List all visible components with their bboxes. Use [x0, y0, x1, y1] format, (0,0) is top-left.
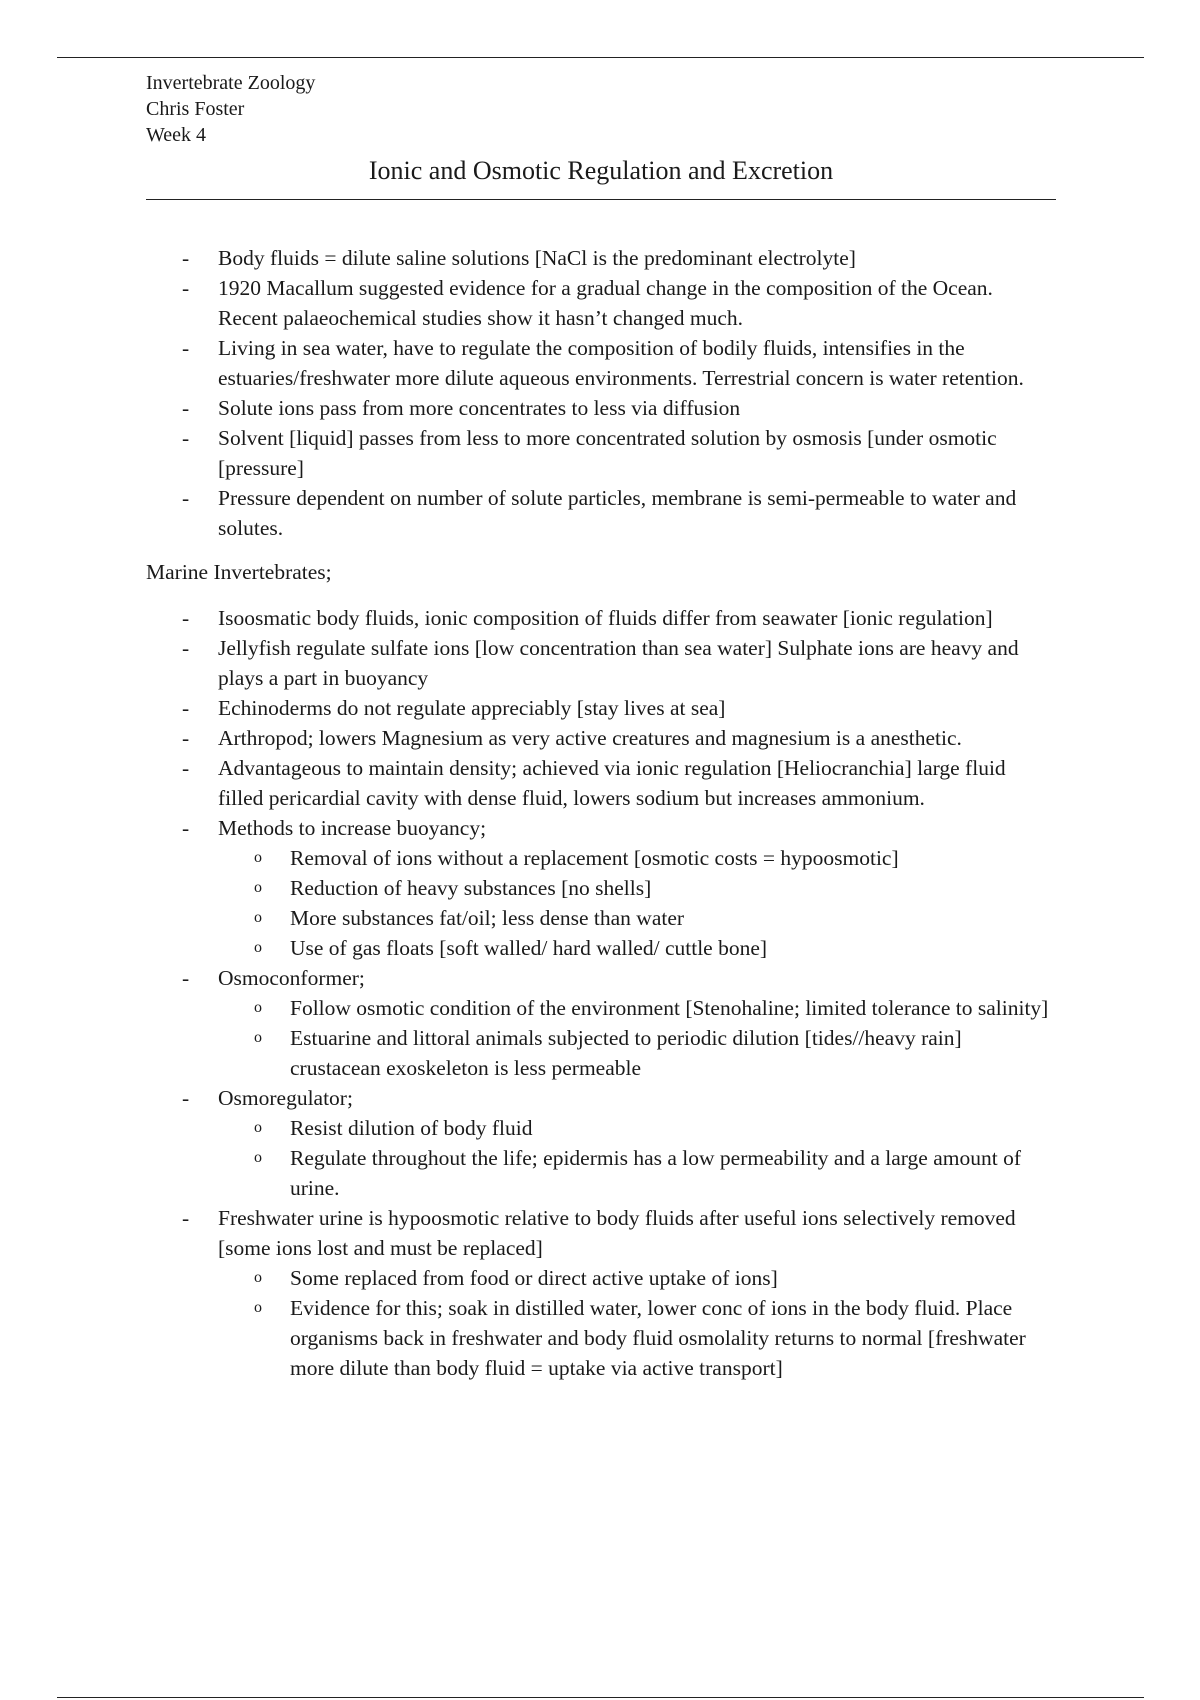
list-item: - Jellyfish regulate sulfate ions [low concentration than sea water] Sulphate ions are heavy and plays a part in buoyancy — [146, 633, 1056, 693]
circle-marker: o — [254, 1299, 262, 1316]
list-item: - Osmoregulator; o Resist dilution of body fluid o Regulate throughout the life; epidermis has a low permeability and a large amount of urine. — [146, 1083, 1056, 1203]
sub-list-item: o Some replaced from food or direct active uptake of ions] — [218, 1263, 1056, 1293]
dash-marker: - — [182, 426, 190, 450]
sub-list-item: o Estuarine and littoral animals subjected to periodic dilution [tides//heavy rain] crustacean exoskeleton is less permeable — [218, 1023, 1056, 1083]
dash-marker: - — [182, 726, 190, 750]
sub-list-item: o Evidence for this; soak in distilled water, lower conc of ions in the body fluid. Place organisms back in freshwater and body fluid osmolality returns to normal [freshwater more dilute than body fluid = uptake via active transport] — [218, 1293, 1056, 1383]
sub-list — [218, 993, 1056, 1083]
sub-list — [218, 1263, 1056, 1383]
list-item: - Echinoderms do not regulate appreciably [stay lives at sea] — [146, 693, 1056, 723]
sub-list — [218, 1113, 1056, 1203]
circle-marker: o — [254, 879, 262, 896]
dash-marker: - — [182, 486, 190, 510]
list-item: - 1920 Macallum suggested evidence for a gradual change in the composition of the Ocean. Recent palaeochemical studies show it hasn’t changed much. — [146, 273, 1056, 333]
dash-marker: - — [182, 396, 190, 420]
circle-marker: o — [254, 1269, 262, 1286]
dash-marker: - — [182, 966, 190, 990]
circle-marker: o — [254, 999, 262, 1016]
circle-marker: o — [254, 1119, 262, 1136]
dash-marker: - — [182, 606, 190, 630]
sub-list-item: o Follow osmotic condition of the environment [Stenohaline; limited tolerance to salinity] — [218, 993, 1056, 1023]
list-item: - Freshwater urine is hypoosmotic relative to body fluids after useful ions selectively removed [some ions lost and must be replaced] o Some replaced from food or direct active uptake of ions] o Evidence for this; soak in distilled water, lower conc of ions in the body fluid. Place organisms back in freshwater and body fluid osmolality returns to normal [freshwater more dilute than body fluid = uptake via active transport] — [146, 1203, 1056, 1383]
title-rule — [146, 199, 1056, 200]
section-heading: Marine Invertebrates; — [146, 560, 332, 584]
dash-marker: - — [182, 696, 190, 720]
dash-marker: - — [182, 636, 190, 660]
author-name: Chris Foster — [146, 98, 245, 120]
circle-marker: o — [254, 1149, 262, 1166]
week-label: Week 4 — [146, 124, 207, 146]
marine-list — [146, 603, 1056, 1383]
sub-list-item: o Reduction of heavy substances [no shells] — [218, 873, 1056, 903]
circle-marker: o — [254, 939, 262, 956]
list-item: - Osmoconformer; o Follow osmotic condition of the environment [Stenohaline; limited tolerance to salinity] o Estuarine and littoral animals subjected to periodic dilution [tides//heavy rain] crustacean exoskeleton is less permeable — [146, 963, 1056, 1083]
sub-list-item: o Regulate throughout the life; epidermis has a low permeability and a large amount of urine. — [218, 1143, 1056, 1203]
sub-list-item: o Resist dilution of body fluid — [218, 1113, 1056, 1143]
circle-marker: o — [254, 909, 262, 926]
sub-list-item: o Use of gas floats [soft walled/ hard walled/ cuttle bone] — [218, 933, 1056, 963]
list-item: - Arthropod; lowers Magnesium as very active creatures and magnesium is a anesthetic. — [146, 723, 1056, 753]
list-item: - Isoosmatic body fluids, ionic composition of fluids differ from seawater [ionic regulation] — [146, 603, 1056, 633]
intro-list — [146, 243, 1056, 543]
dash-marker: - — [182, 816, 190, 840]
sub-list-item: o Removal of ions without a replacement [osmotic costs = hypoosmotic] — [218, 843, 1056, 873]
bottom-rule — [57, 1697, 1144, 1698]
list-item: - Solute ions pass from more concentrates to less via diffusion — [146, 393, 1056, 423]
list-item: - Body fluids = dilute saline solutions [NaCl is the predominant electrolyte] — [146, 243, 1056, 273]
page-title: Ionic and Osmotic Regulation and Excretion — [368, 156, 834, 185]
document-page — [146, 70, 1056, 1383]
dash-marker: - — [182, 276, 190, 300]
list-item: - Living in sea water, have to regulate the composition of bodily fluids, intensifies in the estuaries/freshwater more dilute aqueous environments. Terrestrial concern is water retention. — [146, 333, 1056, 393]
dash-marker: - — [182, 756, 190, 780]
course-name: Invertebrate Zoology — [146, 72, 316, 94]
sub-list-item: o More substances fat/oil; less dense than water — [218, 903, 1056, 933]
list-item: - Advantageous to maintain density; achieved via ionic regulation [Heliocranchia] large fluid filled pericardial cavity with dense fluid, lowers sodium but increases ammonium. — [146, 753, 1056, 813]
list-item: - Methods to increase buoyancy; o Removal of ions without a replacement [osmotic costs = hypoosmotic] o Reduction of heavy substances [no shells] o More substances fat/oil; less dense than water o Use of gas floats [soft walled/ hard walled/ cuttle bone] — [146, 813, 1056, 963]
dash-marker: - — [182, 1206, 190, 1230]
top-rule — [57, 57, 1144, 58]
list-item: - Solvent [liquid] passes from less to more concentrated solution by osmosis [under osmotic [pressure] — [146, 423, 1056, 483]
list-item: - Pressure dependent on number of solute particles, membrane is semi-permeable to water and solutes. — [146, 483, 1056, 543]
circle-marker: o — [254, 1029, 262, 1046]
dash-marker: - — [182, 1086, 190, 1110]
sub-list — [218, 843, 1056, 963]
dash-marker: - — [182, 246, 190, 270]
circle-marker: o — [254, 849, 262, 866]
dash-marker: - — [182, 336, 190, 360]
